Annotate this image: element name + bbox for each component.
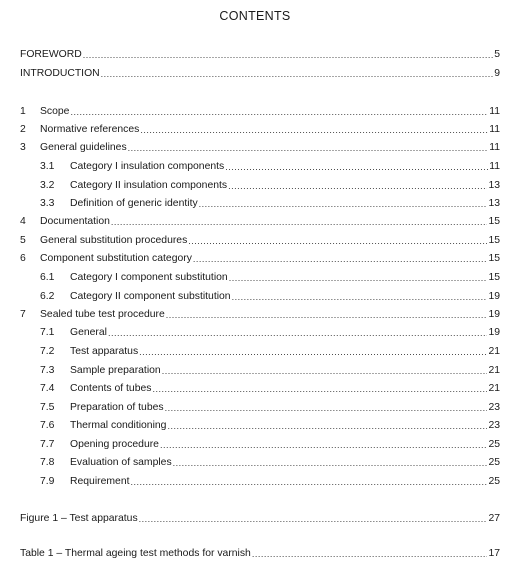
toc-entry-label: Category I insulation components [70,161,225,172]
toc-page-number: 15 [488,272,500,283]
toc-page-number: 5 [494,49,500,60]
toc-entry-number: 7.8 [40,457,55,468]
toc-entry-subclause[interactable] [40,196,500,210]
toc-entry-clause[interactable] [20,122,500,136]
toc-entry-subclause[interactable] [40,400,500,414]
toc-entry-subclause[interactable] [40,270,500,284]
toc-page-number: 13 [488,198,500,209]
toc-leader-dots [139,514,488,525]
toc-entry-subclause[interactable] [40,178,500,192]
toc-page-number: 19 [488,291,500,302]
toc-entry-label: Sealed tube test procedure [40,309,165,320]
toc-leader-dots [131,477,488,488]
toc-page-number: 25 [488,457,500,468]
toc-page-number: 21 [488,346,500,357]
toc-leader-dots [232,292,488,303]
toc-entry-number: 7.9 [40,476,55,487]
toc-leader-dots [128,143,489,154]
toc-entry-subclause[interactable] [40,159,500,173]
toc-entry-number: 1 [20,106,26,117]
toc-leader-dots [139,347,487,358]
toc-page-number: 11 [489,142,500,153]
toc-entry-label: INTRODUCTION [20,68,100,79]
toc-leader-dots [70,107,488,118]
toc-entry-foreword[interactable] [20,47,500,61]
toc-entry-number: 7.1 [40,327,55,338]
toc-leader-dots [108,328,487,339]
toc-leader-dots [173,458,488,469]
toc-entry-label: Component substitution category [40,253,192,264]
page-title: CONTENTS [219,9,291,23]
toc-entry-label: General [70,327,107,338]
toc-page-number: 23 [488,402,500,413]
toc-entry-subclause[interactable] [40,437,500,451]
toc-entry-number: 4 [20,216,26,227]
toc-entry-label: Contents of tubes [70,383,152,394]
toc-entry-label: Normative references [40,124,140,135]
toc-page-number: 19 [488,327,500,338]
toc-entry-subclause[interactable] [40,455,500,469]
toc-leader-dots [140,125,488,136]
toc-entry-label: Sample preparation [70,365,161,376]
toc-entry-label: Table 1 – Thermal ageing test methods for varnish [20,548,251,559]
toc-page-number: 15 [488,253,500,264]
toc-entry-number: 3.3 [40,198,55,209]
toc-page-number: 25 [488,476,500,487]
toc-entry-number: 7.6 [40,420,55,431]
toc-entry-number: 3.2 [40,180,55,191]
toc-entry-label: Category II component substitution [70,291,231,302]
toc-entry-number: 7.4 [40,383,55,394]
toc-entry-number: 2 [20,124,26,135]
toc-entry-clause[interactable] [20,214,500,228]
toc-leader-dots [229,273,488,284]
toc-page-number: 11 [489,161,500,172]
toc-entry-label: Test apparatus [70,346,139,357]
toc-page-number: 15 [488,235,500,246]
toc-entry-label: General guidelines [40,142,127,153]
toc-leader-dots [165,403,488,414]
toc-page-number: 19 [488,309,500,320]
toc-entry-label: General substitution procedures [40,235,188,246]
toc-page-number: 9 [494,68,500,79]
toc-page-number: 11 [489,124,500,135]
toc-entry-label: Scope [40,106,70,117]
toc-entry-label: Preparation of tubes [70,402,164,413]
toc-entry-number: 7.7 [40,439,55,450]
toc-entry-number: 3.1 [40,161,55,172]
toc-leader-dots [83,50,493,61]
toc-entry-clause[interactable] [20,233,500,247]
toc-page-number: 21 [488,383,500,394]
toc-leader-dots [160,440,487,451]
toc-entry-subclause[interactable] [40,325,500,339]
toc-entry-subclause[interactable] [40,344,500,358]
toc-leader-dots [166,310,488,321]
toc-leader-dots [162,366,488,377]
toc-page-number: 15 [488,216,500,227]
toc-entry-clause[interactable] [20,140,500,154]
toc-entry-figure[interactable] [20,511,500,525]
toc-entry-label: Documentation [40,216,110,227]
toc-entry-label: Requirement [70,476,130,487]
toc-entry-number: 3 [20,142,26,153]
toc-leader-dots [225,162,488,173]
toc-entry-label: Category II insulation components [70,180,228,191]
toc-entry-label: Category I component substitution [70,272,228,283]
toc-entry-subclause[interactable] [40,381,500,395]
toc-entry-subclause[interactable] [40,363,500,377]
toc-leader-dots [252,549,488,560]
toc-entry-label: FOREWORD [20,49,82,60]
toc-entry-number: 7.5 [40,402,55,413]
toc-page-number: 25 [488,439,500,450]
toc-entry-label: Definition of generic identity [70,198,198,209]
toc-page-number: 23 [488,420,500,431]
toc-page-number: 13 [488,180,500,191]
toc-entry-clause[interactable] [20,104,500,118]
toc-leader-dots [188,236,487,247]
toc-page-number: 21 [488,365,500,376]
toc-entry-subclause[interactable] [40,289,500,303]
toc-leader-dots [111,217,488,228]
toc-entry-subclause[interactable] [40,474,500,488]
toc-leader-dots [101,69,494,80]
toc-entry-label: Figure 1 – Test apparatus [20,513,138,524]
toc-entry-number: 6 [20,253,26,264]
toc-entry-number: 7 [20,309,26,320]
toc-entry-number: 7.2 [40,346,55,357]
toc-entry-label: Evaluation of samples [70,457,172,468]
toc-leader-dots [152,384,487,395]
toc-page-number: 27 [488,513,500,524]
toc-entry-label: Thermal conditioning [70,420,167,431]
toc-entry-number: 7.3 [40,365,55,376]
toc-entry-number: 6.2 [40,291,55,302]
toc-entry-number: 6.1 [40,272,55,283]
toc-entry-introduction[interactable] [20,66,500,80]
toc-leader-dots [199,199,488,210]
toc-leader-dots [167,421,487,432]
toc-page-number: 17 [488,548,500,559]
toc-entry-label: Opening procedure [70,439,159,450]
toc-leader-dots [193,254,488,265]
toc-entry-subclause[interactable] [40,418,500,432]
toc-entry-clause[interactable] [20,251,500,265]
toc-entry-clause[interactable] [20,307,500,321]
toc-leader-dots [228,181,487,192]
toc-page-number: 11 [489,106,500,117]
toc-entry-number: 5 [20,235,26,246]
toc-entry-table[interactable] [20,546,500,560]
